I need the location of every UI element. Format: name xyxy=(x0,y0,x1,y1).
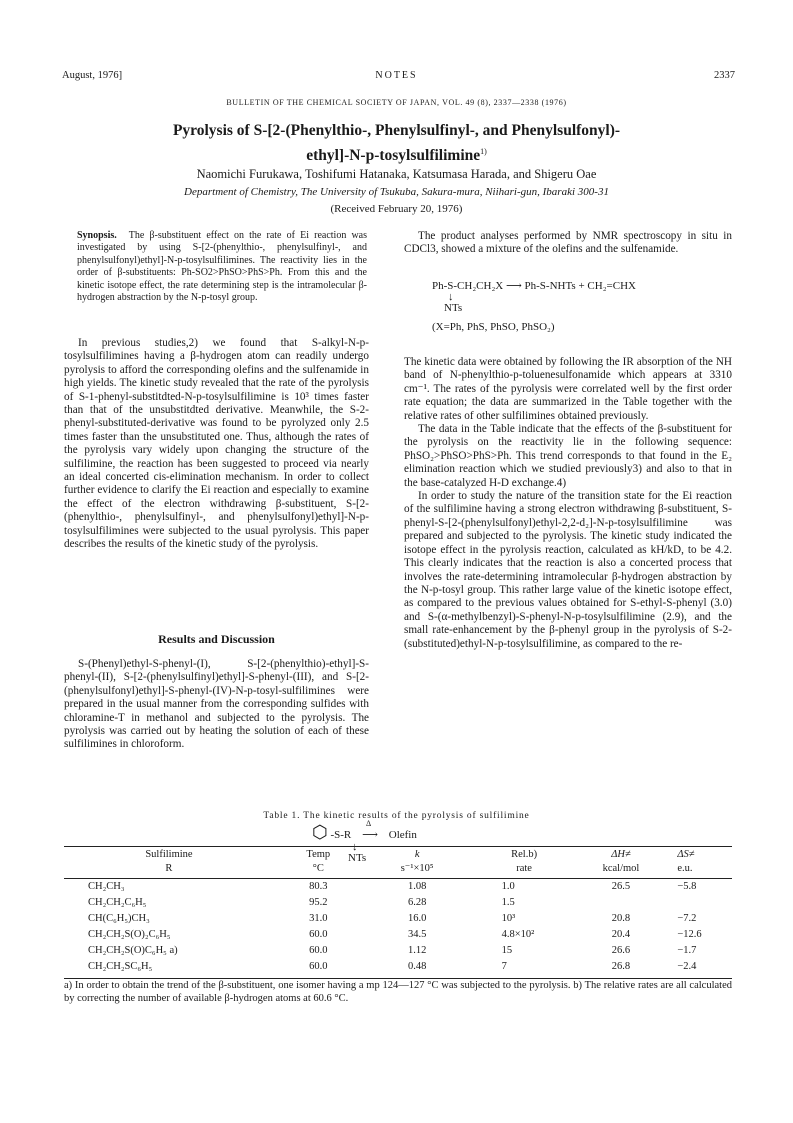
cell-k: 1.08 xyxy=(407,881,427,892)
scheme-equation xyxy=(432,280,636,293)
table-scheme-arrow: ⟶ xyxy=(362,829,378,841)
kinetics-paragraph-3: In order to study the nature of the transition state for the Ei reaction of the sulfilimine having a strong electron withdrawing β-substituent, S-phenyl-S-[2-(phenylsulfonyl)ethyl-2,2-d₂]-N-p-tosylsulfilimine was prepared and subjected to the pyrolysis. The kinetic study indicated the isotope effect in the pyrolysis reaction, calculated as kH/kD, to be 4.2. This clearly indicates that the reaction is also a concerted process that involves the rate-determining intramolecular β-hydrogen abstraction by the N-p-tosyl group. This rather large value of the kinetic isotope effect, as compared to the previous values obtained for S-ethyl-S-phenyl (3.0) and S-(α-methylbenzyl)-S-phenyl-N-p-tosylsulfilimine (2.9), and the small rate-enhancement by the β-phenyl group in the pyrolysis of S-2-(substituted)ethyl-N-p-tosylsulfilimine, as compared to the re- xyxy=(404,490,732,650)
intro-text: In previous studies,2) we found that S-alkyl-N-p-tosylsulfilimines having a β-hydrogen atom can readily undergo pyrolysis to afford the corresponding olefins and the sulfenamide in high yields. The kinetic study revealed that the rate of the pyrolysis of S-1-phenyl-substitdted-N-p-tosylsulfilimine is 10³ times faster than that of the unsubstitdted derivative. Meanwhile, the S-2-phenyl-substituted-derivative was found to be pyrolyzed only 2.5 times faster than the unsubstituted one. Thus, although the rates of the pyrolysis vary widely upon changing the structure of the sulfilimine, the reaction has been suggested to proceed via nearly an ideal concerted cis-elimination mechanism. In order to collect further evidence to clarify the Ei reaction and especially to examine the effect of the electron withdrawing β-substituent, S-[2-(phenylthio-, phenylsulfinyl-, and phenylsulfonyl)ethyl]-N-p-tosylsulfilimines were subjected to the usual pyrolysis. This paper describes the results of the kinetic study of the pyrolysis. xyxy=(64,337,369,551)
table-caption: Table 1. The kinetic results of the pyrolysis of sulfilimine xyxy=(263,811,530,821)
cell-rel: 4.8×10² xyxy=(501,929,535,940)
synopsis xyxy=(77,230,367,304)
table-row xyxy=(64,911,732,927)
title-line-1: Pyrolysis of S-[2-(Phenylthio-, Phenylsulfinyl-, and Phenylsulfonyl)- xyxy=(172,122,621,139)
journal-citation: BULLETIN OF THE CHEMICAL SOCIETY OF JAPAN, VOL. 49 (8), 2337—2338 (1976) xyxy=(226,98,567,107)
cell-temp: 60.0 xyxy=(309,929,328,940)
synopsis-text: The β-substituent effect on the rate of Ei reaction was investigated by using S-[2-(phenylthio-, phenylsulfinyl-, and phenylsulfonyl)ethyl]-N-p-tosylsulfilimines. The reactivity lies in the order of β-substituents: Ph-SO2>PhSO>PhS>Ph. From this and the kinetic isotope effect, the rate determining step is the intramolecular β-hydrogen abstraction by the N-p-tosyl group. xyxy=(77,230,367,304)
intro-paragraph xyxy=(64,337,369,552)
cell-dh: 26.5 xyxy=(611,881,631,892)
benzene-ring-icon: ⬡ xyxy=(312,822,328,842)
table-row xyxy=(64,879,732,896)
cell-ds: −2.4 xyxy=(665,959,732,979)
synopsis-heading: Synopsis. xyxy=(77,230,117,241)
table-scheme-delta: Δ xyxy=(366,819,372,828)
table-scheme-row xyxy=(312,819,512,843)
cell-k: 16.0 xyxy=(407,913,427,924)
header-section: NOTES xyxy=(375,70,418,81)
header-dh: ΔH≠ xyxy=(577,847,666,862)
title-line-2 xyxy=(60,141,733,166)
table-scheme-product: Olefin xyxy=(388,829,417,841)
received-date: (Received February 20, 1976) xyxy=(330,203,463,215)
cell-dh: 26.8 xyxy=(577,959,666,979)
cell-k: 1.12 xyxy=(407,945,427,956)
scheme-down-arrow: ↓ xyxy=(448,291,454,303)
cell-rel: 1.5 xyxy=(501,897,515,908)
header-ds: ΔS≠ xyxy=(665,847,732,862)
table-row xyxy=(64,959,732,979)
kinetics-paragraphs xyxy=(404,356,732,651)
cell-rel: 1.0 xyxy=(501,881,515,892)
header-sulfilimine: Sulfilimine xyxy=(64,847,274,862)
product-analysis-paragraph xyxy=(404,230,732,257)
results-heading: Results and Discussion xyxy=(158,632,275,646)
cell-rel: 15 xyxy=(501,945,513,956)
kinetics-paragraph-2: The data in the Table indicate that the effects of the β-substituent for the pyrolysis on the reactivity lie in the following sequence: PhSO₂>PhSO>PhS>Ph. This trend corresponds to that found in the E₂ elimination reaction which we studied previously3) and also to that in the base-catalyzed H-D exchange.4) xyxy=(404,423,732,489)
cell-temp: 60.0 xyxy=(309,945,328,956)
cell-temp: 95.2 xyxy=(309,897,328,908)
cell-ds: −1.7 xyxy=(677,945,697,956)
cell-r: CH₂CH₂S(O)C₆H₅ a) xyxy=(88,945,178,956)
authors: Naomichi Furukawa, Toshifumi Hatanaka, Katsumasa Harada, and Shigeru Oae xyxy=(196,167,597,181)
header-k: k xyxy=(363,847,472,862)
cell-dh xyxy=(577,895,666,911)
cell-dh: 20.4 xyxy=(611,929,631,940)
scheme-arrow: ⟶ xyxy=(506,280,522,292)
table-footnote: a) In order to obtain the trend of the β-substituent, one isomer having a mp 124—127 °C was subjected to the pyrolysis. b) The relative rates are all calculated by correcting the number of available β-hydrogen atoms at 60.6 °C. xyxy=(64,980,732,1004)
header-temp: Temp xyxy=(274,847,363,862)
header-k-unit: s⁻¹×10⁵ xyxy=(363,861,472,879)
cell-temp: 80.3 xyxy=(309,881,328,892)
cell-r: CH₂CH₂S(O)₂C₆H₅ xyxy=(88,929,171,940)
cell-temp: 60.0 xyxy=(274,959,363,979)
table-row xyxy=(64,943,732,959)
header-ds-unit: e.u. xyxy=(665,861,732,879)
header-temp-unit: °C xyxy=(274,861,363,879)
title-footnote-mark: 1) xyxy=(480,147,487,156)
header-date: August, 1976] xyxy=(62,70,123,81)
title-line-2-text: ethyl]-N-p-tosylsulfilimine xyxy=(306,147,481,165)
cell-dh: 20.8 xyxy=(611,913,631,924)
table-row xyxy=(64,927,732,943)
cell-ds xyxy=(665,895,732,911)
table-scheme-sr: -S-R xyxy=(330,829,352,841)
affiliation: Department of Chemistry, The University of Tsukuba, Sakura-mura, Niihari-gun, Ibaraki 300-31 xyxy=(184,186,609,198)
header-dh-unit: kcal/mol xyxy=(577,861,666,879)
scheme-reactant: Ph-S-CH₂CH₂X xyxy=(432,280,504,292)
cell-ds: −5.8 xyxy=(677,881,697,892)
cell-temp: 31.0 xyxy=(309,913,328,924)
scheme-products: Ph-S-NHTs + CH₂=CHX xyxy=(524,280,636,292)
scheme-conditions: (X=Ph, PhS, PhSO, PhSO₂) xyxy=(432,321,555,333)
reaction-scheme xyxy=(432,280,636,334)
header-rel: Rel.b) xyxy=(472,847,577,862)
cell-ds: −7.2 xyxy=(677,913,697,924)
table-row xyxy=(64,895,732,911)
cell-ds: −12.6 xyxy=(677,929,702,940)
header-page-number: 2337 xyxy=(714,70,735,81)
cell-rel: 7 xyxy=(472,959,577,979)
results-text: S-(Phenyl)ethyl-S-phenyl-(I), S-[2-(phenylthio)-ethyl]-S-phenyl-(II), S-[2-(phenylsulfinyl)ethyl]-S-phenyl-(III), and S-[2-(phenylsulfonyl)ethyl]-S-phenyl-(IV)-N-p-tosyl-sulfilimines were prepared in the usual manner from the corresponding sulfides with chloramine-T in methanol and subjected to the pyrolysis. The pyrolysis was carried out by heating the solution of each of these sulfilimines in chloroform. xyxy=(64,658,369,751)
cell-dh: 26.6 xyxy=(611,945,631,956)
cell-r: CH₂CH₂SC₆H₅ xyxy=(64,959,274,979)
table-scheme-nts: NTs xyxy=(348,852,367,864)
cell-rel: 10³ xyxy=(501,913,516,924)
cell-r: CH(C₆H₅)CH₃ xyxy=(88,913,150,924)
results-paragraph xyxy=(64,658,369,752)
cell-r: CH₂CH₂C₆H₅ xyxy=(88,897,147,908)
cell-k: 34.5 xyxy=(407,929,427,940)
kinetics-paragraph-1: The kinetic data were obtained by following the IR absorption of the NH band of N-phenylthio-p-toluenesulfonamide which appears at 3310 cm⁻¹. The rates of the pyrolysis were correlated well by the first order rate equation; the data are summarized in the Table together with the relative rates of other sulfilimines obtained previously. xyxy=(404,356,732,422)
cell-r: CH₂CH₃ xyxy=(88,881,125,892)
cell-k: 6.28 xyxy=(407,897,427,908)
paper-title xyxy=(60,120,733,166)
table-header-row-1 xyxy=(64,847,732,862)
header-rel-unit: rate xyxy=(472,861,577,879)
cell-k: 0.48 xyxy=(363,959,472,979)
scheme-nts: NTs xyxy=(444,302,463,314)
table-scheme-down-arrow: ↓ xyxy=(352,841,358,853)
product-analysis-text: The product analyses performed by NMR spectroscopy in situ in CDCl3, showed a mixture of the olefins and the sulfenamide. xyxy=(404,230,732,256)
header-r: R xyxy=(64,861,274,879)
table-header-row-2 xyxy=(64,861,732,879)
kinetic-results-table xyxy=(64,846,732,979)
table-scheme-arrow-group xyxy=(354,819,386,841)
